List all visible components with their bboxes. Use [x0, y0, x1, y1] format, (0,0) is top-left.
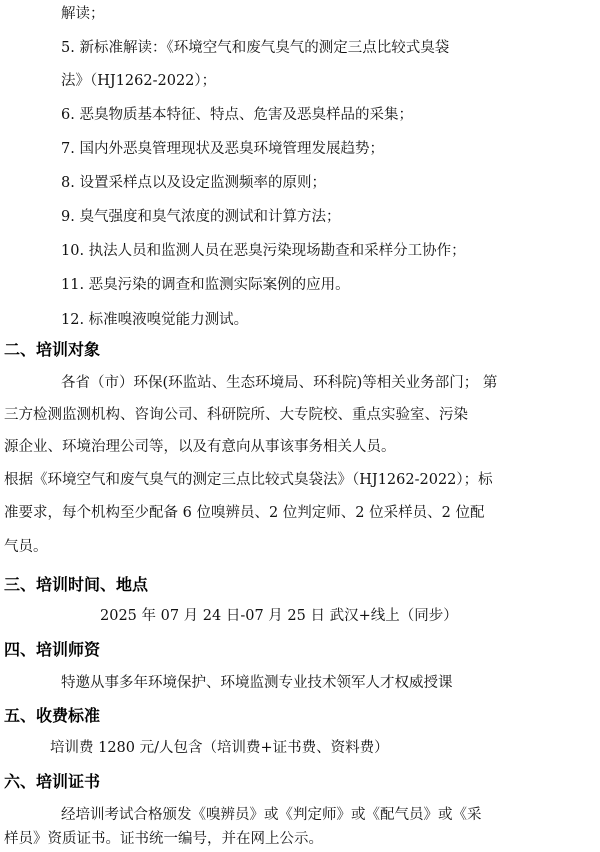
section-2-paragraph-1-line-3: 源企业、环境治理公司等，以及有意向从事该事务相关人员。 [4, 439, 396, 455]
contents-item-9: 9. 臭气强度和臭气浓度的测试和计算方法； [61, 209, 341, 225]
section-3-time-place: 2025 年 07 月 24 日-07 月 25 日 武汉+线上（同步） [100, 608, 458, 624]
section-4-heading: 四、培训师资 [4, 640, 101, 659]
contents-line-4-tail: 解读； [61, 6, 105, 22]
contents-item-7: 7. 国内外恶臭管理现状及恶臭环境管理发展趋势； [61, 141, 384, 157]
section-2-paragraph-1-line-1: 各省（市）环保(环监站、生态环境局、环科院)等相关业务部门； 第 [61, 375, 498, 391]
section-6-certificate-line-2: 样员》资质证书。证书统一编号，并在网上公示。 [4, 831, 323, 847]
contents-item-5-line-2: 法》（HJ1262-2022）； [61, 73, 217, 89]
section-6-certificate-line-1: 经培训考试合格颁发《嗅辨员》或《判定师》或《配气员》或《采 [61, 807, 482, 823]
contents-item-12: 12. 标准嗅液嗅觉能力测试。 [61, 312, 249, 328]
contents-item-8: 8. 设置采样点以及设定监测频率的原则； [61, 175, 326, 191]
section-5-heading: 五、收费标准 [4, 706, 101, 725]
section-2-heading: 二、培训对象 [4, 340, 101, 359]
section-5-fee-text: 培训费 1280 元/人包含（培训费+证书费、资料费） [50, 740, 389, 756]
section-6-heading: 六、培训证书 [4, 772, 101, 791]
contents-item-10: 10. 执法人员和监测人员在恶臭污染现场勘查和采样分工协作； [61, 243, 466, 259]
section-2-paragraph-2-line-2: 准要求，每个机构至少配备 6 位嗅辨员、2 位判定师、2 位采样员、2 位配 [4, 505, 485, 521]
section-3-heading: 三、培训时间、地点 [4, 575, 149, 594]
section-2-paragraph-2-line-1: 根据《环境空气和废气臭气的测定三点比较式臭袋法》（HJ1262-2022）；标 [4, 472, 493, 488]
contents-item-11: 11. 恶臭污染的调查和监测实际案例的应用。 [61, 277, 350, 293]
section-2-paragraph-1-line-2: 三方检测监测机构、咨询公司、科研院所、大专院校、重点实验室、污染 [4, 407, 468, 423]
contents-item-6: 6. 恶臭物质基本特征、特点、危害及恶臭样品的采集； [61, 107, 413, 123]
section-2-paragraph-2-line-3: 气员。 [4, 539, 48, 555]
section-4-faculty-text: 特邀从事多年环境保护、环境监测专业技术领军人才权威授课 [61, 675, 453, 691]
contents-item-5-line-1: 5. 新标准解读：《环境空气和废气臭气的测定三点比较式臭袋 [61, 40, 450, 56]
